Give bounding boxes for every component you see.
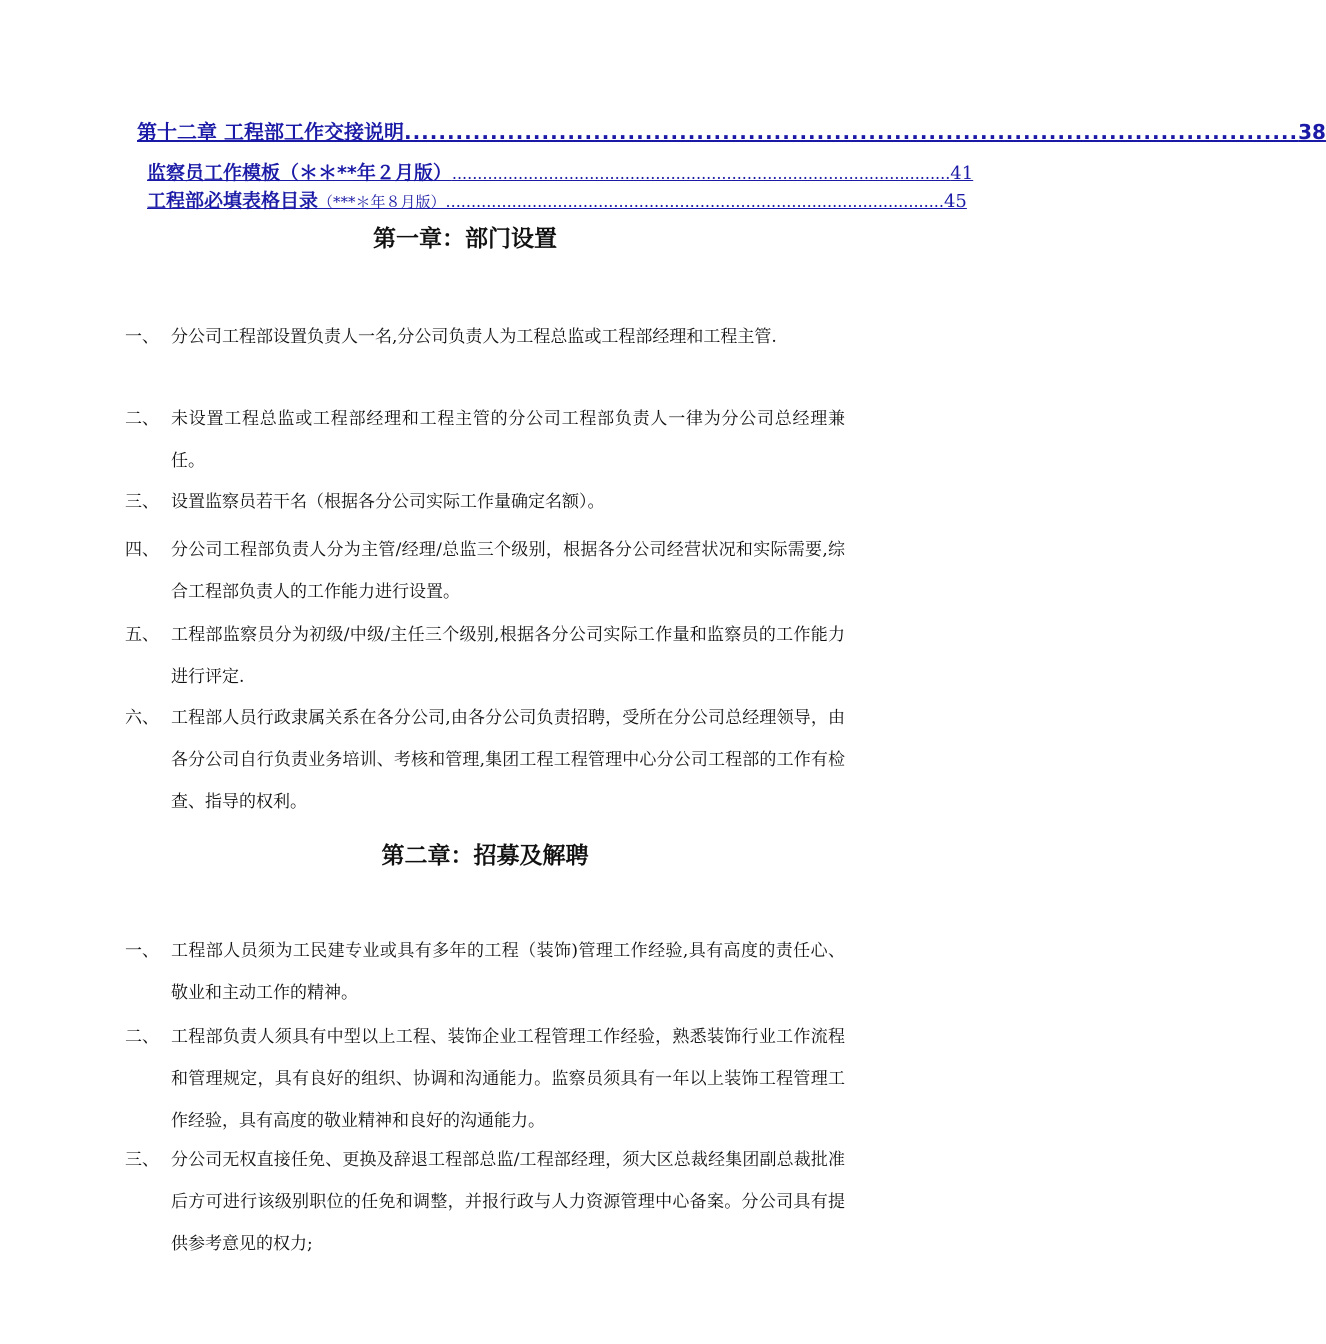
item-number: 一、 xyxy=(125,941,159,961)
item-number: 一、 xyxy=(125,327,159,347)
item-text: 工程部人员须为工民建专业或具有多年的工程（装饰)管理工作经验,具有高度的责任心、敬业和主动工作的精神。 xyxy=(171,941,845,1003)
chapter-1-item xyxy=(125,529,845,613)
toc-entry-title[interactable]: 工程部必填表格目录 xyxy=(147,190,319,212)
item-text: 未设置工程总监或工程部经理和工程主管的分公司工程部负责人一律为分公司总经理兼任。 xyxy=(171,409,845,471)
toc-entry-title[interactable]: 监察员工作模板（＊＊**年２月版） xyxy=(147,162,452,184)
chapter-1-item xyxy=(125,697,845,823)
toc-entry-inspector-template[interactable] xyxy=(147,158,974,185)
item-text: 工程部负责人须具有中型以上工程、装饰企业工程管理工作经验，熟悉装饰行业工作流程和管理规定，具有良好的组织、协调和沟通能力。监察员须具有一年以上装饰工程管理工作经验，具有高度的敬业精神和良好的沟通能力。 xyxy=(171,1027,845,1131)
item-text: 分公司工程部负责人分为主管/经理/总监三个级别，根据各分公司经营状况和实际需要,综合工程部负责人的工作能力进行设置。 xyxy=(171,540,845,602)
toc-entry-title[interactable]: 第十二章 工程部工作交接说明 xyxy=(137,120,404,144)
chapter-1-heading: 第一章：部门设置 xyxy=(373,226,557,252)
chapter-1-item xyxy=(125,614,845,698)
toc-page-number[interactable]: 45 xyxy=(943,191,967,212)
chapter-2-item xyxy=(125,1139,845,1265)
item-number: 四、 xyxy=(125,540,159,560)
chapter-2-heading: 第二章：招募及解聘 xyxy=(381,843,589,869)
toc-page-number[interactable]: 38 xyxy=(1298,120,1326,144)
toc-leader-dots: ........................................................................................................ xyxy=(403,120,1299,144)
chapter-1-item xyxy=(125,481,845,523)
toc-leader-dots: .................................................................................................. xyxy=(445,192,944,211)
toc-page-number[interactable]: 41 xyxy=(950,163,974,184)
item-number: 五、 xyxy=(125,625,159,645)
toc-entry-edition[interactable]: （***＊年８月版） xyxy=(318,193,446,211)
toc-leader-dots: .................................................................................................. xyxy=(451,164,951,183)
chapter-2-item xyxy=(125,930,845,1014)
item-text: 工程部监察员分为初级/中级/主任三个级别,根据各分公司实际工作量和监察员的工作能力进行评定. xyxy=(171,625,845,687)
item-number: 六、 xyxy=(125,708,159,728)
item-text: 设置监察员若干名（根据各分公司实际工作量确定名额）。 xyxy=(171,492,605,512)
item-number: 二、 xyxy=(125,1027,159,1047)
item-text: 分公司无权直接任免、更换及辞退工程部总监/工程部经理，须大区总裁经集团副总裁批准后方可进行该级别职位的任免和调整，并报行政与人力资源管理中心备案。分公司具有提供参考意见的权力; xyxy=(171,1150,845,1254)
toc-entry-required-forms[interactable] xyxy=(147,186,967,213)
item-number: 三、 xyxy=(125,492,159,512)
toc-entry-chapter-12[interactable] xyxy=(137,116,1326,145)
item-text: 工程部人员行政隶属关系在各分公司,由各分公司负责招聘，受所在分公司总经理领导，由各分公司自行负责业务培训、考核和管理,集团工程工程管理中心分公司工程部的工作有检查、指导的权利。 xyxy=(171,708,845,812)
item-text: 分公司工程部设置负责人一名,分公司负责人为工程总监或工程部经理和工程主管. xyxy=(171,327,777,347)
chapter-1-item xyxy=(125,398,845,482)
item-number: 二、 xyxy=(125,409,159,429)
chapter-2-item xyxy=(125,1016,845,1142)
item-number: 三、 xyxy=(125,1150,159,1170)
chapter-1-item xyxy=(125,316,845,358)
